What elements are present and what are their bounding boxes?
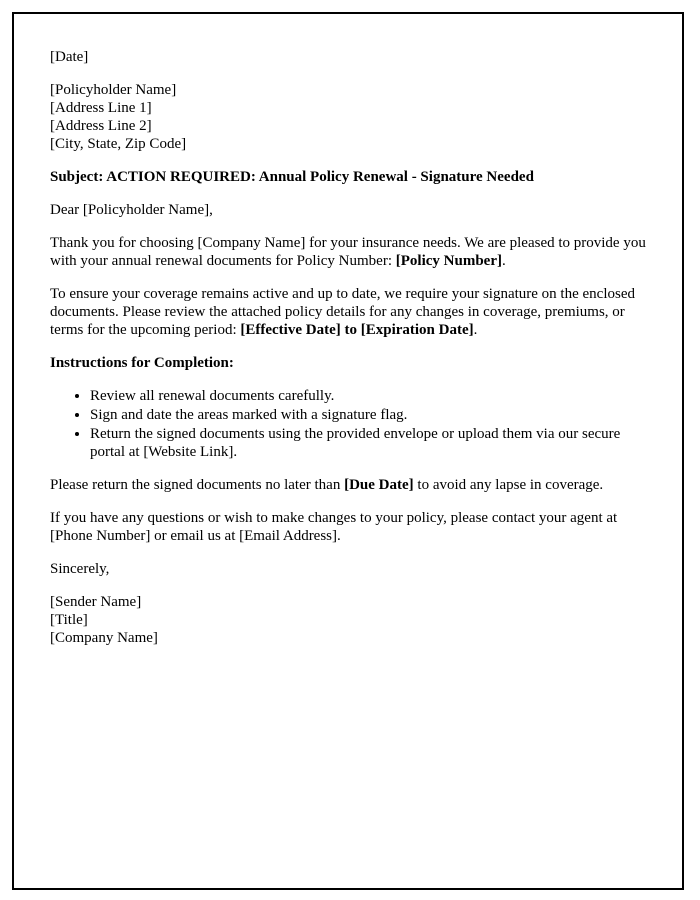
instruction-item-review: • Review all renewal documents carefully. [90,387,646,405]
paragraph-intro [50,234,646,270]
due-date-placeholder: [Due Date] [344,477,414,493]
instruction-item-return: • Return the signed documents using the provided envelope or upload them via our secure portal at [Website Link]. [90,425,646,461]
sender-company: [Company Name] [50,630,158,646]
recipient-address-block [50,81,646,153]
date-line: [Date] [50,49,89,65]
instructions-heading: Instructions for Completion: [50,355,234,371]
policy-period-placeholder: [Effective Date] to [Expiration Date] [240,322,474,338]
closing: Sincerely, [50,561,110,577]
salutation: Dear [Policyholder Name], [50,202,213,218]
recipient-address-line-2: [Address Line 2] [50,118,152,134]
paragraph-intro-text: Thank you for choosing [Company Name] for your insurance needs. We are pleased to provide you with your annual renewal documents for Policy Number: [50,235,646,269]
paragraph-intro-end: . [501,253,506,269]
instructions-list [50,387,646,461]
sender-name: [Sender Name] [50,594,142,610]
recipient-city-state-zip: [City, State, Zip Code] [50,136,187,152]
paragraph-due-end: to avoid any lapse in coverage. [413,477,604,493]
recipient-address-line-1: [Address Line 1] [50,100,152,116]
policy-number-placeholder: [Policy Number] [395,253,502,269]
letter-content [14,14,682,647]
signature-block [50,593,646,647]
paragraph-coverage-end: . [473,322,478,338]
subject-line: Subject: ACTION REQUIRED: Annual Policy Renewal - Signature Needed [50,169,534,185]
recipient-name: [Policyholder Name] [50,82,177,98]
letter-page [12,12,684,890]
paragraph-due-text: Please return the signed documents no later than [50,477,345,493]
instruction-item-sign: • Sign and date the areas marked with a signature flag. [90,406,646,424]
sender-title: [Title] [50,612,88,628]
paragraph-coverage-text: To ensure your coverage remains active and up to date, we require your signature on the enclosed documents. Please review the attached policy details for any changes in coverage, premiums, or terms for the upcoming period: [50,286,635,338]
paragraph-questions: If you have any questions or wish to make changes to your policy, please contact your agent at [Phone Number] or email us at [Email Address]. [50,510,618,544]
paragraph-due-date [50,476,646,494]
paragraph-coverage [50,285,646,339]
